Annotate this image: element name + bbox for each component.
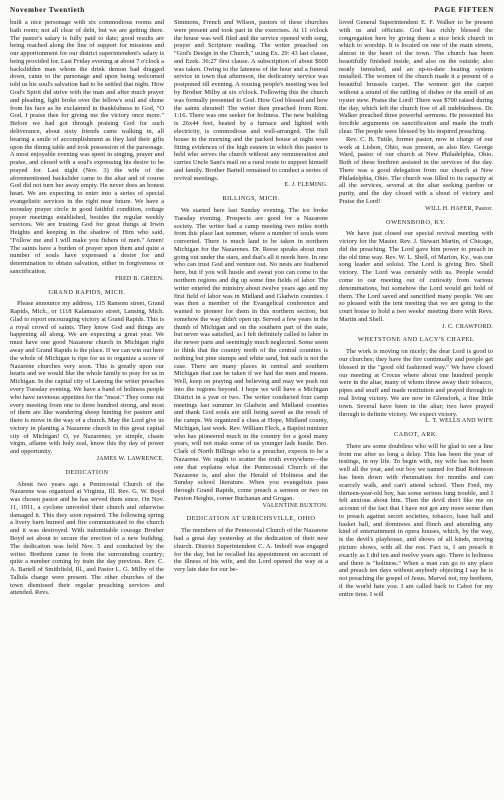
article-text: built a nice personage with six commodious rooms and bath room; not all clear of debt, but we are getting there. The pastor's salary is fully paid to date; good results are being reached along the line of support for missions and our apportionment for our district superintendent's salary is being provided for. Last Friday evening at about 7 o'clock a backslidden man whom the drink demon had dragged down, came to the parsonage and upon being welcomed told us his soul's salvation had to be settled that night. How God's Spirit did strive with the man and after much prayer and pleading, light broke over the fellow's soul and shone from his face as he exclaimed in thankfulness to God, "O God, I praise thee for giving me the victory once more." Before we had got through praising God for such deliverance, about sixty friends came walking in, all bearing a smile of accomplishment as they laid their gifts upon the dining table and took possession of the parsonage. A most enjoyable evening was spent in singing, prayer and praise, and closed with a soul's expressing his desire to be prayed for. Last night (Nov. 3) the wife of the aforementioned backslider came to the altar and of course God did not turn her away empty. He never does an honest heart. We are expecting to enter into a series of special evangelistic services in the right near future. We have a noonday prayer circle in good faithful condition, cottage prayer meetings established, besides the regular weekly services. We are trusting God for great things at Irwin Heights and keeping in the shadow of Him who said, "Follow me and I will make you fishers of men." Amen! The saints have a burden of prayer upon them and quite a number of souls have expressed a desire for and determination to obtain salvation, either in forgiveness or sanctification.	[10, 19, 164, 275]
page-header	[10, 6, 494, 18]
article-signature: L. T. WELLS AND WIFE	[425, 418, 493, 425]
article-text: loved General Superintendent E. F. Walker to be present with us and officiate. God has richly blessed the congregation here by giving them a nice brick church in which to worship. It is located on one of the main streets, almost in the heart of the town. The church has been beautifully finished inside, and also on the outside; also neatly furnished, and an up-to-date heating system installed. The women of the church made it a present of a beautiful brussels carpet. The women got the carpet without a sound of the rattling of dishes or the smell of an oyster stew. Praise the Lord! There was $700 raised during the day, which left the church free of all indebtedness. Dr. Walker preached three powerful sermons. He presented his forcible arguments on sanctification and made the truth clear. The people were blessed by his inspired preaching.	[339, 19, 493, 135]
article-text: Simmons, French and Wilson, pastors of these churches were present and took part in the exercises. At 11 o'clock the house was well filed and the service opened with song, prayer and Scripture reading. The writer preached on "God's Design in the Church," using Ex. 29: 43 last clause, and Ezek. 36:27 first clause. A subscription of about $600 was taken. Owing to the lateness of the hour and a funeral service in town that afternoon, the dedicatory service was postponed till evening. A rousing people's meeting was led by Brother Milby at six o'clock. Following this the church was formally presented to God. How God blessed and how the saints shouted! The writer then preached from Rom. 1:16. There was one seeker for holiness. The new building is 26x44 feet, heated by a furnace and lighted with electricity, is commodious and well-arranged. The full house in the morning and the packed house at night were fitting evidences of the high esteem in which this pastor is held who serves the church without any remuneration and carries Uncle Sam's mail on a rural route to support himself and family. Brother Bartell remained to conduct a series of revival meetings.	[174, 19, 328, 182]
article-heading: OWENSBORO, KY.	[386, 218, 446, 226]
article-text: Rev. C. B. Tuttle, former pastor, now in charge of our work at Lisbon, Ohio, was present, as also Rev. George Ward, pastor of our church at New Philadelphia, Ohio. Both of these brethren assisted in the services of the day. There was a good delegation from our church at New Philadelphia, Ohio. The church was filled to its capacity at all the services, several at the altar seeking pardon or purity, and the day closed with a shout of victory and Praise the Lord!	[339, 135, 493, 205]
issue-date: November Twentieth	[10, 6, 85, 14]
article-signature: JAMES W. LAWRENCE.	[96, 455, 164, 462]
article-heading: GRAND RAPIDS, MICH.	[48, 288, 126, 296]
article-heading: BILLINGS, MICH.	[222, 195, 280, 203]
column-1	[10, 19, 164, 797]
article-text: The members of the Pentecostal Church of the Nazarene had a great day yesterday at the dedication of their new church. District Superintendent C. A. Imhoff was engaged for the day, but he recalled his appointment on account of the illness of his wife, and the Lord opened the way at a very late date for our be-	[174, 527, 328, 574]
column-3	[339, 19, 493, 797]
article-text: Please announce my address, 115 Ransom street, Grand Rapids, Mich., or 1118 Kalamazoo street, Lansing, Mich. Glad to report encouraging victory at Grand Rapids. This is a royal crowd of saints. They know God and things are happening all along. We are expecting a great year. We must have one good Nazarene church in Michigan right away and Grand Rapids is the place. If we can win out here the whole of Michigan is ripe for us to organize a score of Nazarene churches very soon. This is greatly upon our hearts and we would like the whole family to pray for us in Michigan. In the capital city of Lansing the writer preaches every Tuesday evening. We have a band of holiness people who have ravenous appetites for the "meat." They come out every meeting from one to three hundred strong, and most of them are like wandering sheep hunting for pasture and there is move in the way of a church. May the Lord give us victory in planting a Nazarene church in this great capital city of Michigan! O, ye Nazarenes; ye simple, chaste virgin, aflame with holy zeal, know this thy day of power and opportunity.	[10, 300, 164, 456]
article-heading: WHETSTONE AND LACY'S CHAPEL	[357, 336, 475, 344]
article-heading: CABOT, ARK.	[393, 431, 439, 439]
article-signature: FRED B. GREEN.	[115, 275, 164, 282]
page-number: PAGE FIFTEEN	[434, 6, 494, 14]
article-text: There are some doubtless who will be glad to see a line from me after so long a delay. This has been the year of testings, in my life. To begin with, my wife has not been well all the year, and our boy we named for Bud Robinson has been down with rheumatism for months and can scarcely walk, and can't attend school. Then Fred, my thirteen-year-old boy, has some serious lung trouble, and I felt anxious about him. Then the devil don't like me on account of the fact that I have not got any more sense than to preach against secret societies, tobacco, base ball and basket ball, and dominoes and flinch and attending any kind of entertainment in opera houses, which, by the way, is the devil's playhouse, and shows of all kinds, moving picture shows, with all the rest. Fact is, I am preach it exactly as I did ten and twelve years ago. There is holiness and there is "holiness." When a man can go to any place and preach ten days without anybody objecting I say he is not preaching the gospel of Jesus. Marvel not, my brethren, if the world hate you. I am called back to Cabot for my entire time. I will	[339, 442, 493, 598]
article-signature: VALENTINE BUXTON.	[262, 502, 328, 509]
article-signature: J. C. CRAWFORD.	[441, 323, 493, 330]
article-heading: DEDICATION	[65, 468, 109, 476]
article-signature: WILL H. HAFER, Pastor.	[425, 205, 493, 212]
article-text: About two years ago a Pentecostal Church of the Nazarene was organized at Virginia, Ill. Rev. G. W. Boyd was chosen pastor and he has served them since. On Nov. 11, 1911, a cyclone unroofed their church and otherwise damaged it. This they soon repaired. The following spring a livery barn burned and fire communicated to the church and it was destroyed. With indomitable courage Brother Boyd set about to secure the erection of a new building. The dedication was held Nov. 5 and conducted by the writer. Brethren came in from the surrounding country; quite a number coming by train the day previous. Rev. C. A. Bartell of Smithfield, Ill., and Pastor L. G. Milby of the Tallula charge were present. The other churches of the town dismissed their regular preaching services and attended. Revs.	[10, 480, 164, 597]
article-text: The work is moving on nicely; the dear Lord is good to our churches; they have the fire continually and people get blessed in the "good old fashioned way." We have closed our meeting at Crocus where about one hundred people were in the altar, many of whom threw away their tobacco, pipes and snuff and made restitution and prayed through to real living victory. We are now in Glensfork, a fine little town. Several have been in the altar; two have prayed through to definite victory. We expect victory.	[339, 348, 493, 418]
article-text: We have just closed our special revival meeting with victory for the Master. Rev. J. Stewart Martin, of Chicago, did the preaching. The Lord gave him power to preach in the old time way. Rev. W. L. Shell, of Marion, Ky., was our song leader and soloist. The Lord is giving Bro. Shell victory. The Lord was certainly with us. People would come to our meeting out of curiosity from various denominations, but somehow the Lord would get hold of them. The Lord saved and sanctified many people. We are so pleased with the tent meeting that we are going to the court house to hold a two weeks' meeting there with Revs. Martin and Shell.	[339, 230, 493, 323]
column-2	[174, 19, 328, 797]
article-text: We started here last Sunday evening. The ice broke Tuesday evening. Prospects are good for a Nazarene society. The writer had a camp meeting two miles north from this place last summer, where a number of souls were converted. There is much land to be taken in northern Michigan for the Nazarenes. Dr. Reese speaks about men going out under the stars, and that's all it needs here. In one who can trust God and venture out. No nests are feathered here, but if you will hustle and sweat you can come to the northern regions and dig up some fine fields of labor. The writer entered the ministry about twelve years ago and my first field of labor was in Midland and Gladwin counties. I was then a member of the Evangelical conference and wanted to pioneer for them in this northern section, but somehow the way didn't open up. Served a few years in the thumb of Michigan and on the southern part of the state, but never was satisfied, as I felt definitely called to labor in the newer parts and seemingly much neglected. Some seem to think that the country north of the central counties is nothing but pine stumps and white sand, but such is not the case. There are many places in central and southern Michigan that can be taken if we had the men and means. Well, keep on praying and believing and may we push out into the regions beyond. I hope we will have a Michigan District in a year or two. The writer conducted four camp meetings last summer in Gladwin and Midland counties and thank God souls are still being saved as the result of the camps. We organized a class at Hope, Midland county, Michigan, last week. Rev. William Fleck, a Baptist minister who has pioneered much in the country for a good many years, will not make some of us younger lads hustle. Bro. Clark of North Billings who is a preacher, expects to be a Nazarene. We ought to scatter the truth everywhere—the one that explains what the Pentecostal Church of the Nazarene is, and also the Herald of Holiness and the Sunday school literature. When you evangelists pass through Grand Rapids, come preach a sermon or two on Paxton Heights, corner Buchanan and Grogan.	[174, 206, 328, 502]
article-signature: E. J. FLEMING.	[284, 182, 328, 189]
article-heading: DEDICATION AT URRICHSVILLE, OHIO	[186, 515, 316, 523]
